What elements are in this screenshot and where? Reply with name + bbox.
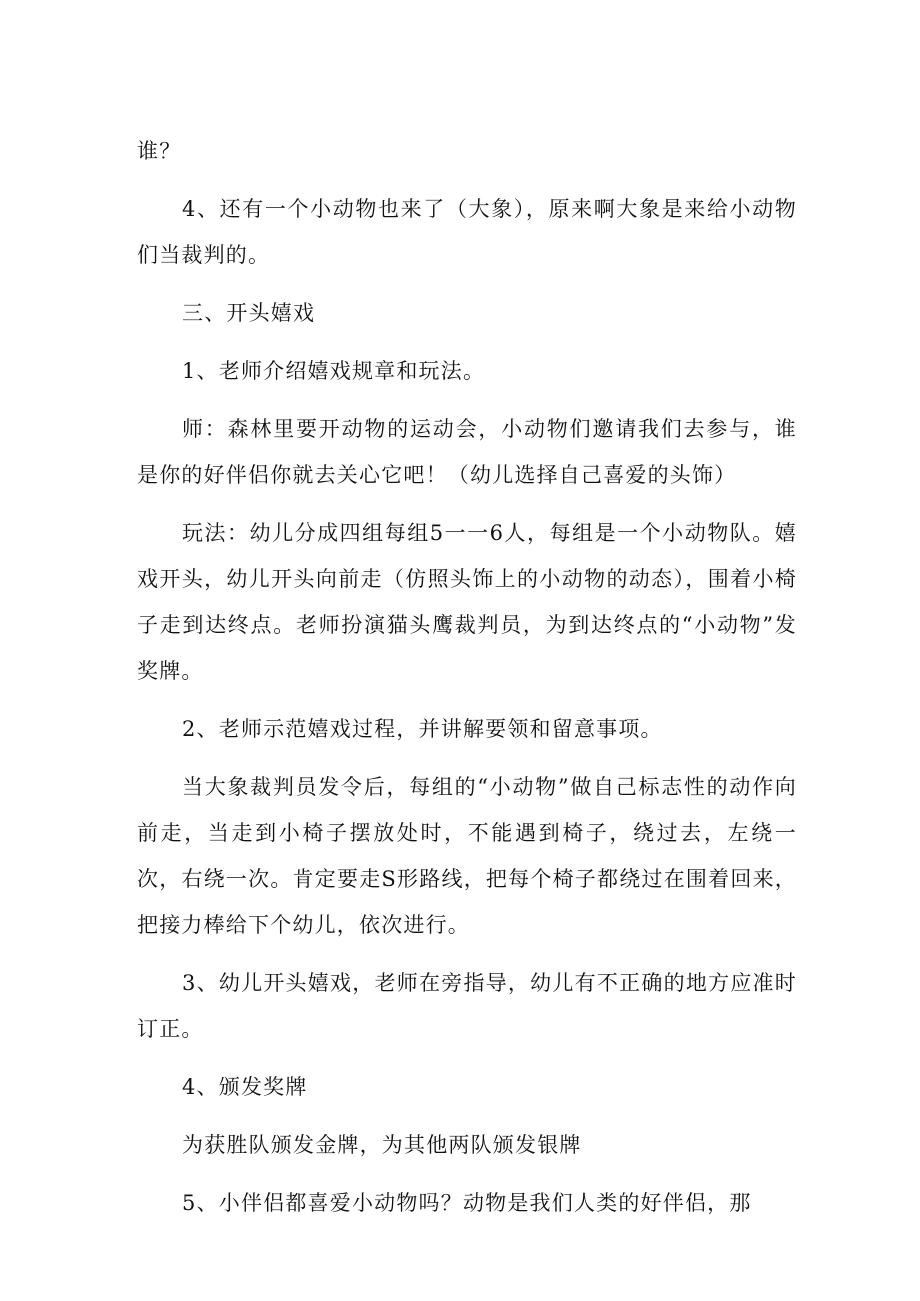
paragraph: 4、颁发奖牌: [182, 1075, 308, 1099]
paragraph: 1、老师介绍嬉戏规章和玩法。: [182, 359, 486, 383]
document-body: [137, 128, 797, 1238]
paragraph: 为获胜队颁发金牌，为其他两队颁发银牌: [182, 1133, 582, 1157]
paragraph: 谁？: [137, 139, 182, 163]
paragraph: 玩法：幼儿分成四组每组5一一6人，每组是一个小动物队。嬉戏开头，幼儿开头向前走（仿照头饰上的小动物的动态），围着小椅子走到达终点。老师扮演猫头鹰裁判员，为到达终点的“小动物”发奖牌。: [137, 521, 797, 683]
section-heading: 三、开头嬉戏: [182, 301, 316, 325]
paragraph: 师：森林里要开动物的运动会，小动物们邀请我们去参与，谁是你的好伴侣你就去关心它吧！（幼儿选择自己喜爱的头饰）: [137, 417, 797, 487]
paragraph: 当大象裁判员发令后，每组的“小动物”做自己标志性的动作向前走，当走到小椅子摆放处时，不能遇到椅子，绕过去，左绕一次，右绕一次。肯定要走S形路线，把每个椅子都绕过在围着回来，把接力棒给下个幼儿，依次进行。: [137, 775, 797, 937]
paragraph: 3、幼儿开头嬉戏，老师在旁指导，幼儿有不正确的地方应准时订正。: [137, 971, 797, 1041]
paragraph: 4、还有一个小动物也来了（大象），原来啊大象是来给小动物们当裁判的。: [137, 197, 797, 267]
paragraph: 5、小伴侣都喜爱小动物吗？动物是我们人类的好伴侣，那: [182, 1191, 752, 1215]
paragraph: 2、老师示范嬉戏过程，并讲解要领和留意事项。: [182, 717, 663, 741]
